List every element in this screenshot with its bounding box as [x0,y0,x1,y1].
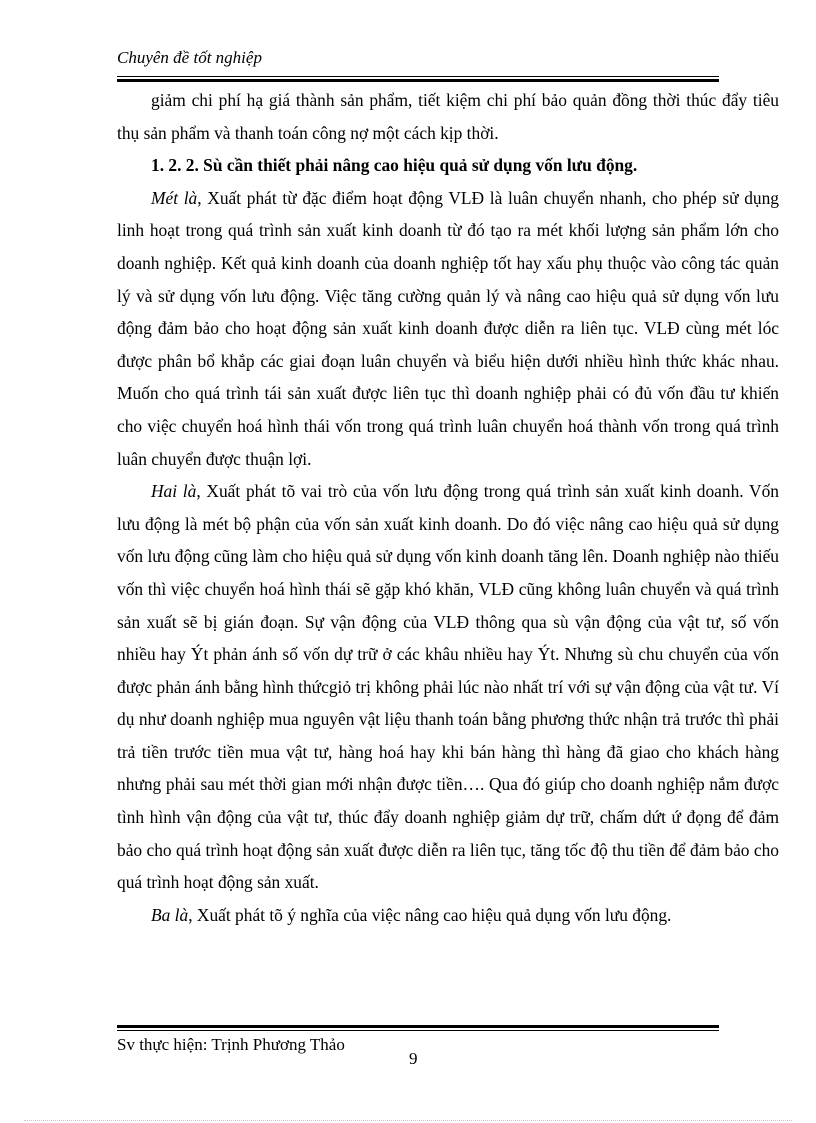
section-heading: 1. 2. 2. Sù cần thiết phải nâng cao hiệu quả sử dụng vốn lưu động. [151,155,638,176]
paragraph-3-lead: Ba là [151,904,189,925]
paragraph-1-text: , Xuất phát từ đặc điểm hoạt động VLĐ là luân chuyển nhanh, cho phép sử dụng linh hoạt trong quá trình sản xuất kinh doanh từ đó tạo ra mét khối lượng sản phẩm lớn cho doanh nghiệp. Kết quả kinh doanh của doanh nghiệp tốt hay xấu phụ thuộc vào công tác quản lý và sử dụng vốn lưu động. Việc tăng cường quản lý và nâng cao hiệu quả sử dụng vốn lưu động đảm bảo cho hoạt động sản xuất kinh doanh được diễn ra liên tục. VLĐ cùng mét lóc được phân bổ khắp các giai đoạn luân chuyển và biểu hiện dưới nhiều hình thức khác nhau. Muốn cho quá trình tái sản xuất được liên tục thì doanh nghiệp phải có đủ vốn đầu tư khiến cho việc chuyển hoá hình thái vốn trong quá trình luân chuyển hoá thành vốn trong quá trình luân chuyển được thuận lợi. [117,187,779,469]
footer-author: Sv thực hiện: Trịnh Phương Thảo [117,1035,345,1054]
paragraph-1-lead: Mét là [151,187,198,208]
footer-divider-thin [117,1030,719,1031]
paragraph-3-text: , Xuất phát tõ ý nghĩa của việc nâng cao hiệu quả dụng vốn lưu động. [188,904,672,925]
paragraph-2 [117,475,779,899]
header-title: Chuyên đề tốt nghiệp [117,48,262,67]
paragraph-2-text: , Xuất phát tõ vai trò của vốn lưu động trong quá trình sản xuất kinh doanh. Vốn lưu động là mét bộ phận của vốn sản xuất kinh doanh. Do đó việc nâng cao hiệu quả sử dụng vốn lưu động cũng làm cho hiệu quả sử dụng vốn kinh doanh tăng lên. Doanh nghiệp nào thiếu vốn thì việc chuyển hoá hình thái sẽ gặp khó khăn, VLĐ cũng không luân chuyển và quá trình sản xuất sẽ bị gián đoạn. Sự vận động của VLĐ thông qua sù vận động của vật tư, số vốn nhiều hay Ýt phản ánh số vốn dự trữ ở các khâu nhiều hay Ýt. Nhưng sù chu chuyển của vốn được phản ánh bằng hình thứcgiỏ trị không phải lúc nào nhất trí với sự vận động của vật tư. Ví dụ như doanh nghiệp mua nguyên vật liệu thanh toán bằng phương thức nhận trả trước thì phải trả tiền trước tiền mua vật tư, hàng hoá hay khi bán hàng thì hàng đã giao cho khách hàng nhưng phải sau mét thời gian mới nhận được tiền…. Qua đó giúp cho doanh nghiệp nắm được tình hình vận động của vật tư, thúc đẩy doanh nghiệp giảm dự trữ, chấm dứt ứ đọng để đảm bảo cho quá trình hoạt động sản xuất được diễn ra liên tục, tăng tốc độ thu tiền để đảm bảo cho quá trình hoạt động sản xuất. [117,481,779,893]
page-edge-divider [24,1120,792,1121]
intro-paragraph: giảm chi phí hạ giá thành sản phẩm, tiết kiệm chi phí bảo quản đồng thời thúc đẩy tiêu thụ sản phẩm và thanh toán công nợ một cách kịp thời. [117,90,779,143]
header-divider-thin [117,76,719,77]
header-divider-thick [117,79,719,82]
paragraph-2-lead: Hai là [151,481,197,502]
paragraph-3 [117,899,779,932]
footer-divider-thick [117,1025,719,1028]
paragraph-1 [117,182,779,475]
document-body [117,84,779,931]
page-number: 9 [409,1049,418,1068]
